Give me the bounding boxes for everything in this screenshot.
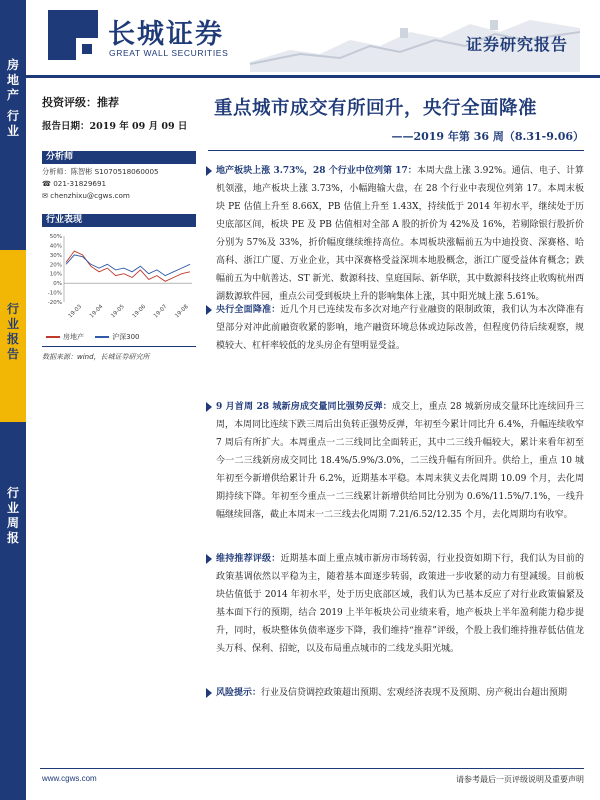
paragraph-risk	[216, 684, 584, 702]
brand-name-cn: 长城证券	[108, 19, 224, 50]
chart-y-tick-label: 10%	[49, 271, 62, 278]
paragraph-lead: 地产板块上涨 3.73%，28 个行业中位列第 17：	[216, 166, 417, 176]
analyst-name: 分析师：陈智彬 S1070518060005	[42, 167, 159, 176]
bullet-arrow-icon	[206, 305, 212, 315]
title-rule	[208, 150, 584, 151]
analyst-phone: ☎ 021-31829691	[42, 179, 107, 188]
sidebar-char: 产	[6, 88, 19, 102]
chart-x-tick-label: 19-06	[131, 303, 148, 320]
chart-x-tick-label: 19-03	[67, 303, 84, 320]
paragraph-lead: 维持推荐评级：	[216, 554, 281, 564]
paragraph-lead: 央行全面降准：	[216, 305, 281, 315]
brand-name-en: GREAT WALL SECURITIES	[109, 48, 229, 58]
sidebar-char: 行	[6, 302, 19, 316]
sidebar-char: 行	[6, 486, 19, 500]
analyst-info	[42, 166, 196, 202]
paragraph-text: 近几个月已连续发布多次对地产行业融资的限制政策，我们认为本次降准有望部分对冲此前融资收紧的影响，地产融资环境总体或边际改善，但程度仍待后续观察，规模较大、杠杆率较低的龙头房企有望明显受益。	[216, 305, 584, 351]
bullet-arrow-icon	[206, 402, 212, 412]
investment-rating: 投资评级：推荐	[42, 96, 119, 109]
bullet-arrow-icon	[206, 554, 212, 564]
chart-source: 数据来源：wind，长城证券研究所	[42, 353, 150, 361]
paragraph-lead: 9 月首周 28 城新房成交量同比强势反弹：	[216, 402, 392, 412]
chart-y-tick-label: 40%	[49, 243, 62, 250]
paragraph-text: 近期基本面上重点城市新房市场转弱，行业投资如期下行，我们认为目前的政策基调依然以平稳为主，随着基本面逐步转弱，政策进一步收紧的动力有望减缓。目前板块估值低于 2014 年初水平，处于历史底部区域，我们认为已基本反应了对行业政策偏紧及基本面下行的预期，结合 2019 上半年板块公司业绩来看，地产板块上半年盈利能力稳步提升，同时，板块整体负债率逐步下降，我们维持“推荐”评级，个股上我们维持推荐低估值龙头万科、保利、招蛇，以及布局重点城市的二线龙头阳光城。	[216, 554, 584, 654]
chart-y-tick-label: 30%	[49, 252, 62, 259]
report-type-label: 证券研究报告	[465, 35, 568, 54]
sidebar-char: 房	[6, 58, 19, 72]
chart-x-tick-label: 19-05	[110, 303, 126, 320]
chart-y-tick-label: 50%	[49, 234, 62, 240]
legend-item-property: 房地产	[63, 333, 84, 341]
paragraph-market	[216, 162, 584, 306]
sidebar-char: 业	[6, 317, 19, 331]
sidebar-char: 行	[6, 109, 19, 123]
footer-note: 请参考最后一页评级说明及重要声明	[456, 775, 584, 784]
chart-x-tick-label: 19-08	[174, 303, 190, 320]
industry-performance-heading: 行业表现	[42, 214, 196, 227]
sidebar-report-kind-label	[0, 486, 26, 546]
chart-y-tick-label: 0%	[53, 281, 62, 288]
sidebar-char: 地	[6, 73, 19, 87]
report-date: 报告日期：2019 年 09 月 09 日	[42, 121, 188, 132]
bullet-arrow-icon	[206, 688, 212, 698]
sidebar-char: 周	[6, 516, 19, 530]
sidebar-char: 告	[6, 347, 19, 361]
left-divider	[42, 346, 196, 347]
chart-x-tick-label: 19-04	[88, 303, 105, 320]
report-header	[0, 0, 600, 78]
industry-performance-chart	[40, 230, 196, 330]
sidebar-char: 业	[6, 124, 19, 138]
paragraph-text: 行业及信贷调控政策超出预期、宏观经济表现不及预期、房产税出台超出预期	[261, 688, 568, 698]
chart-x-tick-label: 19-07	[152, 303, 169, 320]
analyst-email: ✉ chenzhixu@cgws.com	[42, 191, 130, 200]
great-wall-logo-icon	[48, 10, 98, 60]
paragraph-rrr-cut	[216, 301, 584, 355]
footer-rule	[40, 768, 584, 769]
paragraph-lead: 风险提示：	[216, 688, 262, 698]
chart-y-tick-label: -10%	[47, 290, 62, 297]
report-subtitle: ——2019 年第 36 周（8.31-9.06）	[391, 130, 584, 143]
footer-url: www.cgws.com	[42, 774, 97, 783]
sidebar-industry-label	[0, 58, 26, 139]
report-title: 重点城市成交有所回升，央行全面降准	[214, 98, 538, 119]
chart-legend	[46, 332, 140, 342]
sidebar-char: 报	[6, 531, 19, 545]
sidebar-char: 业	[6, 501, 19, 515]
chart-y-tick-label: -20%	[47, 300, 62, 306]
chart-y-tick-label: 20%	[49, 262, 62, 269]
series-line-property	[66, 251, 190, 281]
paragraph-transactions	[216, 398, 584, 524]
sidebar-section-label	[0, 302, 26, 362]
paragraph-text: 本周大盘上涨 3.92%。通信、电子、计算机领涨，地产板块上涨 3.73%，小幅跑输大盘，在 28 个行业中表现位列第 17。本周末板块 PE 估值上升至 8.66X，PB 估值上升至 1.43X，持续低于 2014 年初水平，继续处于历史底部区间，板块 PE 及 PB 估值相对全部 A 股的折价为 42%及 16%，若剔除银行股折价分别为 57%及 33%，折价幅度继续维持高位。本周板块涨幅前五为中迪投资、深赛格、哈高科、浙江广厦、万业企业，其中深赛格受益深圳本地股概念，浙江广厦受益体育概念；跌幅前五为中航善达、ST 新光、数源科技、皇庭国际、新华联，其中数源科技终止收购杭州西湖数源软件园，重点公司受到板块上升的影响集体上涨，其中阳光城上涨 5.61%。	[216, 166, 585, 302]
legend-item-csi300: 沪深300	[112, 333, 140, 341]
analyst-heading: 分析师	[42, 151, 196, 164]
paragraph-text: 成交上，重点 28 城新房成交量环比连续回升三周，本周同比连续下跌三周后出负转正强势反弹，年初至今累计同比升 6.4%，升幅连续收窄 7 周后有所扩大。本周重点一二三线同比全面转正，其中二三线升幅较大，累计来看年初至今一二三线新房成交同比 18.4%/5.9%/3.0%，二三线升幅有所回升。供给上，重点 10 城年初至今新增供给累计升 6.2%，近期基本平稳。本周末狭义去化周期 10.09 个月，去化周期持续下降。年初至今重点一二三线累计新增供给同比分别为 0.6%/11.5%/7.1%，一线升幅继续回落，截止本周末一二三线去化周期 7.21/6.52/12.35 个月，去化周期均有收窄。	[216, 402, 584, 520]
paragraph-rating	[216, 550, 584, 658]
bullet-arrow-icon	[206, 166, 212, 176]
sidebar-char: 报	[6, 332, 19, 346]
